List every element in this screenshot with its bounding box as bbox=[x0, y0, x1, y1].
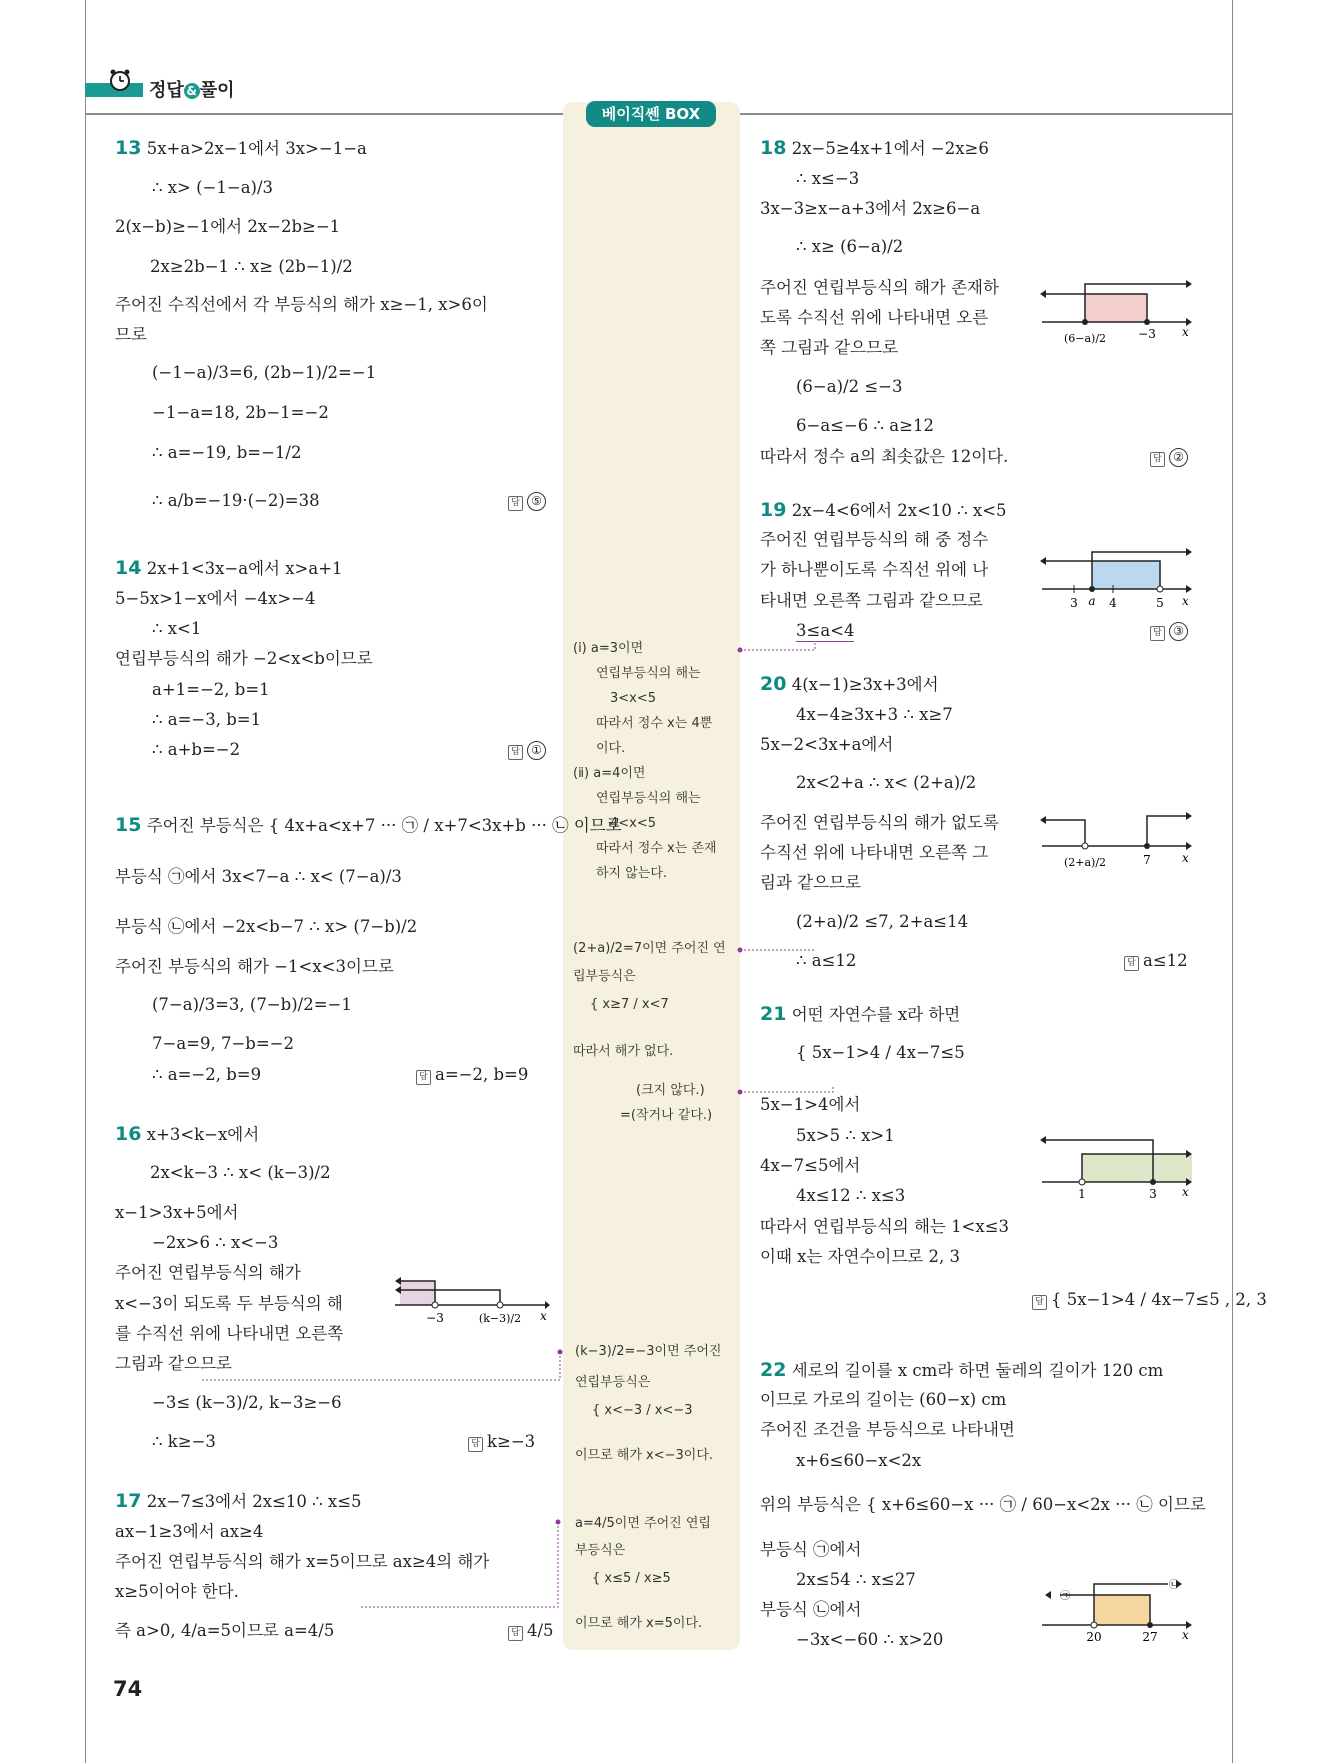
answer-value: a≤12 bbox=[1143, 951, 1188, 970]
text-line: ∴ x> (−1−a)/3 bbox=[152, 178, 274, 197]
header-title-amp: & bbox=[184, 83, 200, 99]
text-line: −3x<−60 ∴ x>20 bbox=[796, 1630, 944, 1649]
text-line: −1−a=18, 2b−1=−2 bbox=[152, 403, 329, 422]
text-line: 림과 같으므로 bbox=[760, 873, 861, 892]
text-line: (2+a)/2 ≤7, 2+a≤14 bbox=[796, 912, 969, 931]
text-line: 2x−4<6에서 2x<10 ∴ x<5 bbox=[791, 501, 1007, 520]
answer-icon: 답 bbox=[508, 1626, 523, 1641]
text-line: ∴ x≥ (6−a)/2 bbox=[796, 237, 904, 256]
answer-icon: 답 bbox=[1150, 626, 1165, 641]
tick-label: 7 bbox=[1143, 853, 1151, 867]
note-line: 따라서 정수 x는 4뿐 bbox=[596, 716, 713, 731]
text-line: (−1−a)/3=6, (2b−1)/2=−1 bbox=[152, 363, 377, 382]
problem-number: 16 bbox=[115, 1123, 142, 1145]
text-line: 5−5x>1−x에서 −4x>−4 bbox=[115, 589, 316, 608]
marker-label: ㉡ bbox=[1169, 1580, 1179, 1591]
axis-label: x bbox=[1182, 325, 1189, 339]
text-line: x≥5이어야 한다. bbox=[115, 1582, 239, 1601]
note-line: { x<−3 / x<−3 bbox=[592, 1403, 693, 1418]
text-line: 연립부등식의 해가 −2<x<b이므로 bbox=[115, 649, 373, 668]
note-line: 하지 않는다. bbox=[596, 866, 668, 881]
note-line: 부등식은 bbox=[575, 1543, 626, 1558]
text-line: 따라서 연립부등식의 해는 1<x≤3 bbox=[760, 1217, 1010, 1236]
text-line: 가 하나뿐이도록 수직선 위에 나 bbox=[760, 560, 989, 579]
axis-label: x bbox=[1182, 1185, 1189, 1199]
answer-value: ② bbox=[1169, 448, 1188, 467]
tick-label: 20 bbox=[1086, 1630, 1102, 1644]
note-line: 연립부등식의 해는 bbox=[596, 791, 701, 806]
text-line: 2x≤54 ∴ x≤27 bbox=[796, 1570, 916, 1589]
text-line: 주어진 연립부등식의 해가 bbox=[115, 1263, 301, 1282]
problem-number: 18 bbox=[760, 137, 787, 159]
text-line: 주어진 부등식의 해가 −1<x<3이므로 bbox=[115, 957, 394, 976]
answer-icon: 답 bbox=[1032, 1295, 1047, 1310]
answer-value: a=−2, b=9 bbox=[435, 1065, 529, 1084]
axis-label: x bbox=[1182, 851, 1189, 865]
text-line: ∴ a=−19, b=−1/2 bbox=[152, 443, 302, 462]
note-line: (ⅱ) a=4이면 bbox=[573, 766, 646, 781]
note-line: =(작거나 같다.) bbox=[620, 1108, 713, 1123]
text-line: 따라서 정수 a의 최솟값은 12이다. bbox=[760, 447, 1009, 466]
text-line: ∴ a=−2, b=9 bbox=[152, 1065, 262, 1084]
text-line: 주어진 연립부등식의 해가 존재하 bbox=[760, 278, 999, 297]
note-line: (2+a)/2=7이면 주어진 연 bbox=[573, 941, 726, 956]
problem-number: 14 bbox=[115, 557, 142, 579]
problem-number: 20 bbox=[760, 673, 787, 695]
text-line: 위의 부등식은 { x+6≤60−x ··· ㉠ / 60−x<2x ··· ㉡ 이므로 bbox=[760, 1495, 1206, 1514]
text-line: x+3<k−x에서 bbox=[146, 1125, 260, 1144]
text-line: ∴ x<1 bbox=[152, 619, 202, 638]
text-line: ∴ x≤−3 bbox=[796, 169, 860, 188]
text-line: 2x−7≤3에서 2x≤10 ∴ x≤5 bbox=[146, 1492, 362, 1511]
text-line: 부등식 ㉡에서 bbox=[760, 1600, 862, 1619]
answer-value: { 5x−1>4 / 4x−7≤5 , 2, 3 bbox=[1051, 1290, 1267, 1309]
answer-icon: 답 bbox=[508, 745, 523, 760]
text-line: 그림과 같으므로 bbox=[115, 1354, 232, 1373]
text-line: 4x−7≤5에서 bbox=[760, 1156, 861, 1175]
note-line: 연립부등식의 해는 bbox=[596, 666, 701, 681]
problem-number: 17 bbox=[115, 1490, 142, 1512]
answer-value: ⑤ bbox=[527, 492, 546, 511]
axis-label: x bbox=[1182, 594, 1189, 608]
text-line: 주어진 연립부등식의 해가 없도록 bbox=[760, 813, 999, 832]
text-line: 부등식 ㉠에서 bbox=[760, 1540, 862, 1559]
tick-label: (k−3)/2 bbox=[478, 1312, 522, 1325]
text-line: (7−a)/3=3, (7−b)/2=−1 bbox=[152, 995, 352, 1014]
text-line: 2x≥2b−1 ∴ x≥ (2b−1)/2 bbox=[150, 257, 353, 276]
problem-number: 21 bbox=[760, 1003, 787, 1025]
answer-icon: 답 bbox=[1150, 452, 1165, 467]
text-line: 5x−2<3x+a에서 bbox=[760, 735, 894, 754]
note-line: a=4/5이면 주어진 연립 bbox=[575, 1516, 711, 1531]
tick-label: −3 bbox=[426, 1311, 444, 1325]
answer-icon: 답 bbox=[508, 496, 523, 511]
axis-label: x bbox=[1182, 1628, 1189, 1642]
text-line: 2x<k−3 ∴ x< (k−3)/2 bbox=[150, 1163, 331, 1182]
tick-label: 1 bbox=[1078, 1187, 1086, 1200]
text-line: 이때 x는 자연수이므로 2, 3 bbox=[760, 1247, 960, 1266]
text-line: 즉 a>0, 4/a=5이므로 a=4/5 bbox=[115, 1621, 335, 1640]
answer-icon: 답 bbox=[468, 1437, 483, 1452]
text-line: 주어진 수직선에서 각 부등식의 해가 x≥−1, x>6이 bbox=[115, 295, 488, 314]
note-line: { x≤5 / x≥5 bbox=[592, 1571, 671, 1586]
note-line: 이므로 해가 x=5이다. bbox=[575, 1616, 703, 1631]
text-line: 주어진 연립부등식의 해 중 정수 bbox=[760, 530, 989, 549]
note-line: 3<x<5 bbox=[610, 691, 657, 706]
text-line: ∴ a+b=−2 bbox=[152, 740, 241, 759]
text-line: −3≤ (k−3)/2, k−3≥−6 bbox=[152, 1393, 342, 1412]
note-line: 이므로 해가 x<−3이다. bbox=[575, 1448, 714, 1463]
text-line: 2x−5≥4x+1에서 −2x≥6 bbox=[791, 139, 989, 158]
tick-label: (6−a)/2 bbox=[1063, 332, 1107, 345]
text-line: x−1>3x+5에서 bbox=[115, 1203, 239, 1222]
problem-number: 19 bbox=[760, 499, 787, 521]
tick-label: (2+a)/2 bbox=[1063, 856, 1107, 869]
tick-label: −3 bbox=[1138, 327, 1156, 341]
text-line: 3≤a<4 bbox=[796, 621, 855, 640]
answer-value: ③ bbox=[1169, 622, 1188, 641]
text-line: 주어진 연립부등식의 해가 x=5이므로 ax≥4의 해가 bbox=[115, 1552, 490, 1571]
note-line: 연립부등식은 bbox=[575, 1375, 651, 1390]
text-line: 4(x−1)≥3x+3에서 bbox=[791, 675, 939, 694]
note-line: (k−3)/2=−3이면 주어진 bbox=[575, 1344, 722, 1359]
marker-label: ㉠ bbox=[1060, 1591, 1070, 1602]
answer-value: k≥−3 bbox=[487, 1432, 536, 1451]
text-line: a+1=−2, b=1 bbox=[152, 680, 270, 699]
text-line: 4x≤12 ∴ x≤3 bbox=[796, 1186, 906, 1205]
text-line: 쪽 그림과 같으므로 bbox=[760, 338, 899, 357]
tick-label: 3 bbox=[1149, 1187, 1157, 1200]
text-line: 6−a≤−6 ∴ a≥12 bbox=[796, 416, 934, 435]
header-title-left: 정답 bbox=[149, 80, 184, 101]
text-line: (6−a)/2 ≤−3 bbox=[796, 377, 903, 396]
answer-icon: 답 bbox=[416, 1070, 431, 1085]
note-line: (ⅰ) a=3이면 bbox=[573, 641, 644, 656]
text-line: 5x−1>4에서 bbox=[760, 1095, 861, 1114]
note-line: 립부등식은 bbox=[573, 969, 636, 984]
text-line: 이므로 가로의 길이는 (60−x) cm bbox=[760, 1390, 1007, 1409]
axis-label: x bbox=[540, 1309, 547, 1323]
note-line: { x≥7 / x<7 bbox=[590, 997, 669, 1012]
text-line: 3x−3≥x−a+3에서 2x≥6−a bbox=[760, 199, 981, 218]
text-line: x+6≤60−x<2x bbox=[796, 1451, 922, 1470]
problem-number: 13 bbox=[115, 137, 142, 159]
text-line: x<−3이 되도록 두 부등식의 해 bbox=[115, 1294, 343, 1313]
note-line: 따라서 정수 x는 존재 bbox=[596, 841, 717, 856]
tick-label: 4 bbox=[1109, 596, 1117, 610]
problem-number: 15 bbox=[115, 814, 142, 836]
text-line: 4x−4≥3x+3 ∴ x≥7 bbox=[796, 705, 953, 724]
text-line: 를 수직선 위에 나타내면 오른쪽 bbox=[115, 1324, 344, 1343]
text-line: 5x+a>2x−1에서 3x>−1−a bbox=[146, 139, 367, 158]
text-line: 부등식 ㉠에서 3x<7−a ∴ x< (7−a)/3 bbox=[115, 867, 402, 886]
text-line: 7−a=9, 7−b=−2 bbox=[152, 1034, 295, 1053]
header-title-right: 풀이 bbox=[199, 80, 235, 101]
text-line: 세로의 길이를 x cm라 하면 둘레의 길이가 120 cm bbox=[791, 1361, 1164, 1380]
note-line: 따라서 해가 없다. bbox=[573, 1044, 674, 1059]
text-line: { 5x−1>4 / 4x−7≤5 bbox=[796, 1043, 965, 1062]
text-line: 2x<2+a ∴ x< (2+a)/2 bbox=[796, 773, 977, 792]
tick-label: 5 bbox=[1156, 596, 1164, 610]
text-line: −2x>6 ∴ x<−3 bbox=[152, 1233, 279, 1252]
text-line: 므로 bbox=[115, 325, 147, 344]
text-line: ax−1≥3에서 ax≥4 bbox=[115, 1522, 264, 1541]
text-line: ∴ k≥−3 bbox=[152, 1432, 216, 1451]
text-line: 주어진 조건을 부등식으로 나타내면 bbox=[760, 1420, 1015, 1439]
text-line: 타내면 오른쪽 그림과 같으므로 bbox=[760, 591, 983, 610]
text-line: 2(x−b)≥−1에서 2x−2b≥−1 bbox=[115, 217, 341, 236]
answer-value: ① bbox=[527, 741, 546, 760]
note-line: (크지 않다.) bbox=[636, 1083, 705, 1098]
tick-label: a bbox=[1088, 594, 1096, 608]
answer-icon: 답 bbox=[1124, 956, 1139, 971]
text-line: 도록 수직선 위에 나타내면 오른 bbox=[760, 308, 989, 327]
text-line: 5x>5 ∴ x>1 bbox=[796, 1126, 895, 1145]
text-line: 부등식 ㉡에서 −2x<b−7 ∴ x> (7−b)/2 bbox=[115, 917, 418, 936]
text-line: ∴ a=−3, b=1 bbox=[152, 710, 262, 729]
text-line: 어떤 자연수를 x라 하면 bbox=[791, 1005, 961, 1024]
page-number: 74 bbox=[113, 1677, 143, 1701]
text-line: 주어진 부등식은 { 4x+a<x+7 ··· ㉠ / x+7<3x+b ··· ㉡ 이므로 bbox=[146, 816, 622, 835]
text-line: 수직선 위에 나타내면 오른쪽 그 bbox=[760, 843, 989, 862]
note-line: 이다. bbox=[596, 741, 626, 756]
text-line: 2x+1<3x−a에서 x>a+1 bbox=[146, 559, 343, 578]
text-line: ∴ a/b=−19·(−2)=38 bbox=[152, 491, 320, 510]
tick-label: 3 bbox=[1070, 596, 1078, 610]
problem-number: 22 bbox=[760, 1359, 787, 1381]
note-line: 4<x<5 bbox=[610, 816, 657, 831]
text-line: ∴ a≤12 bbox=[796, 951, 857, 970]
tick-label: 27 bbox=[1142, 1630, 1158, 1644]
answer-value: 4/5 bbox=[527, 1621, 554, 1640]
basic-box-title: 베이직쎈 BOX bbox=[586, 101, 716, 127]
